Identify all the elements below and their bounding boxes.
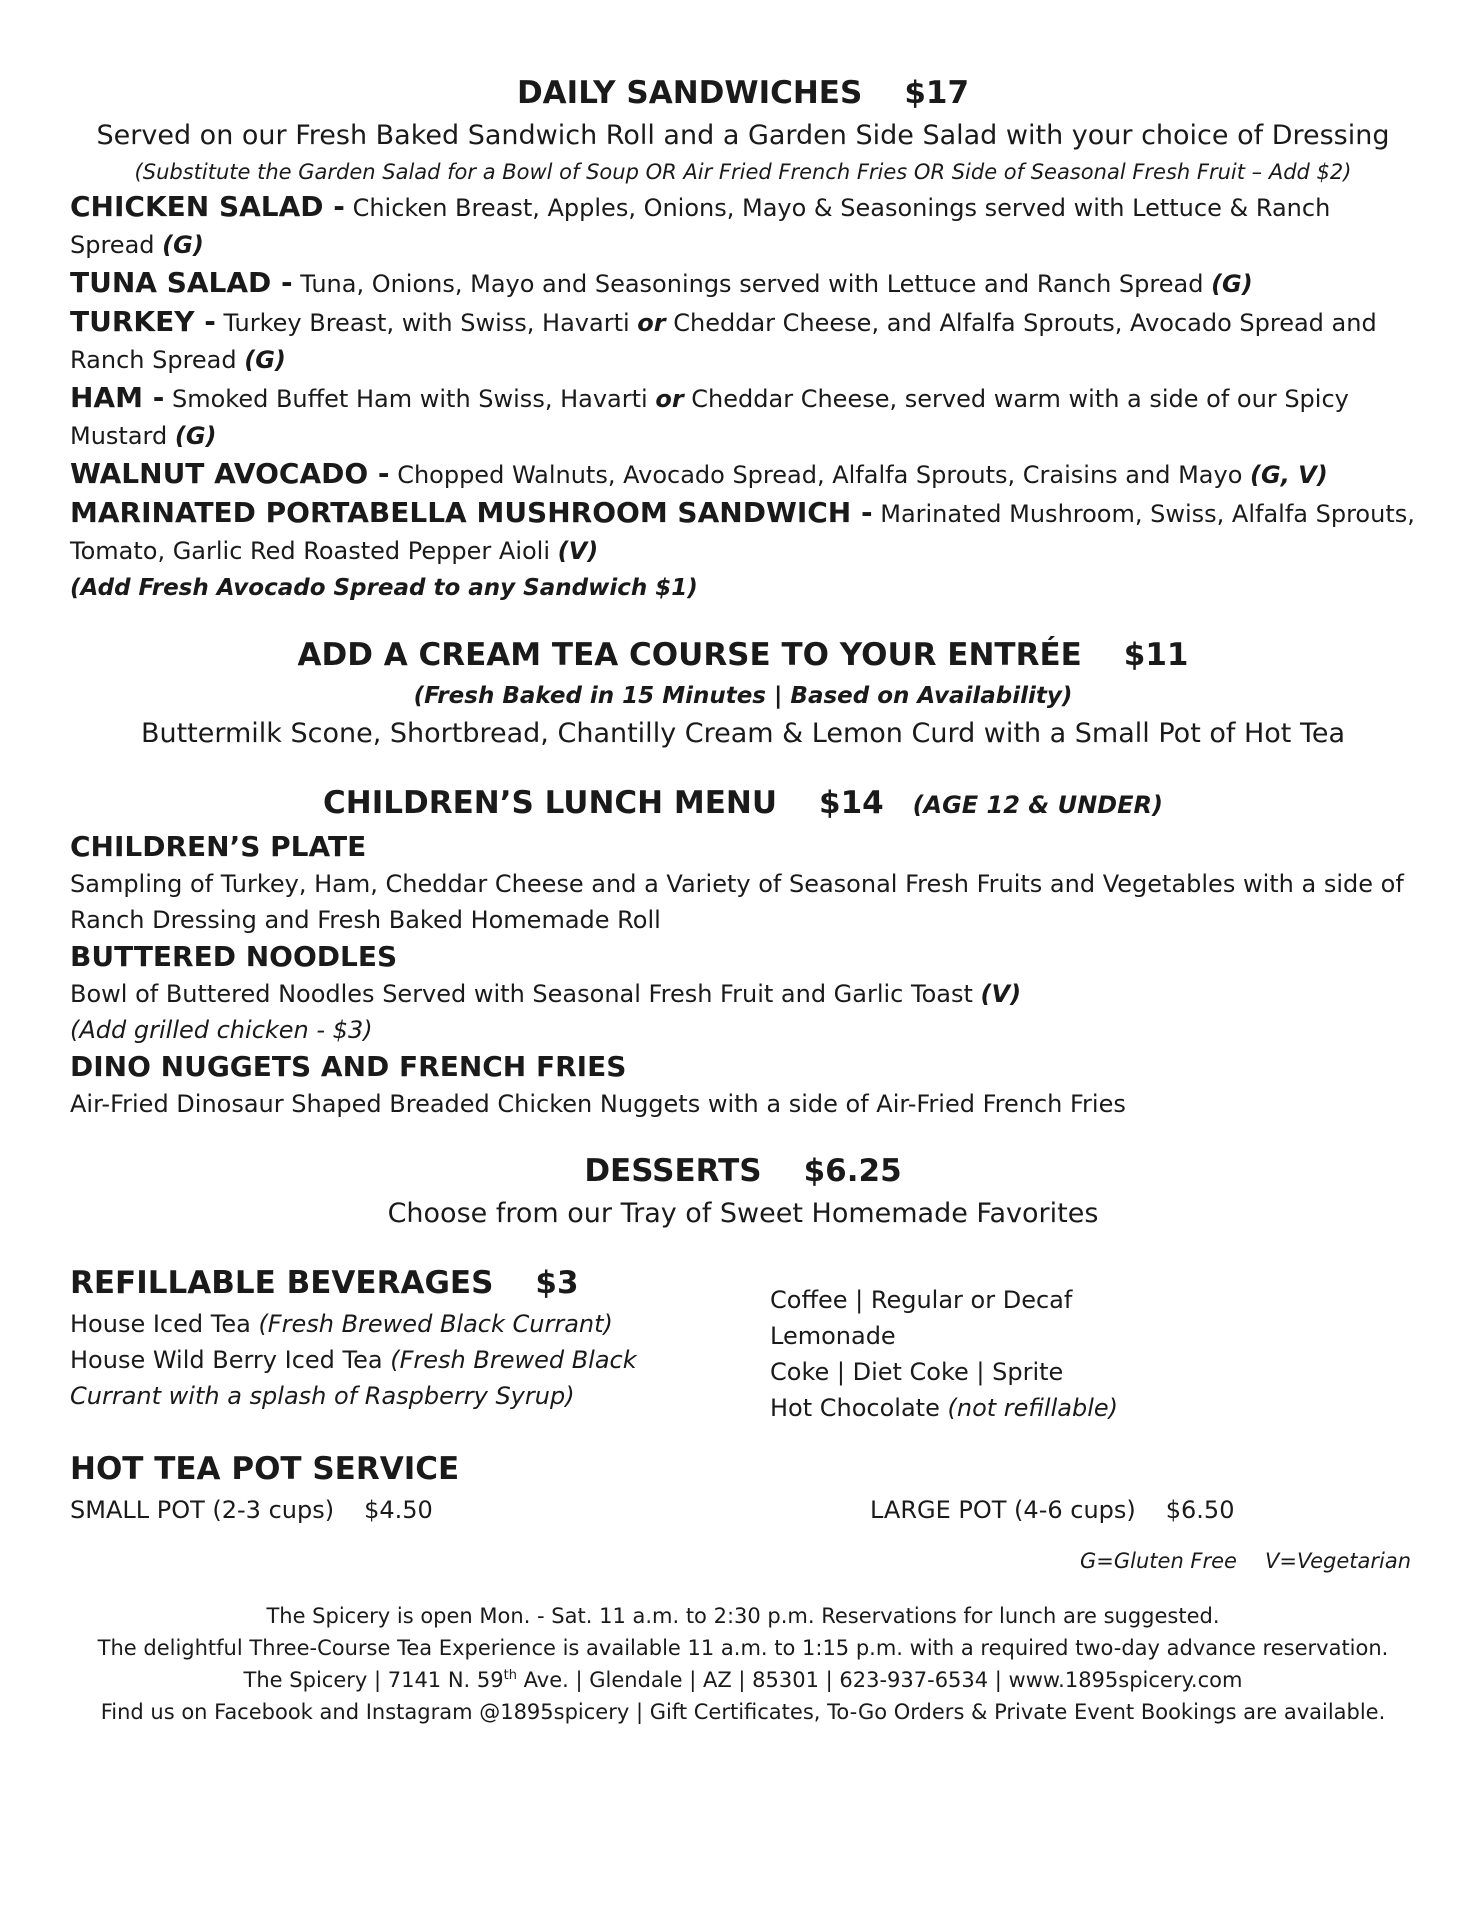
beverage-item (770, 1390, 1410, 1426)
footer-address (70, 1664, 1416, 1696)
children-price: $14 (819, 785, 884, 821)
cream-tea-price: $11 (1123, 637, 1189, 673)
small-pot-price: $4.50 (364, 1496, 433, 1524)
sandwich-item (70, 494, 1416, 570)
sandwich-name: TURKEY - (70, 305, 216, 338)
sandwich-name: CHICKEN SALAD - (70, 190, 345, 223)
large-pot (870, 1492, 1234, 1528)
children-item-tags: (V) (980, 980, 1022, 1008)
sandwich-or: or (655, 385, 684, 413)
menu-page (70, 70, 1416, 1728)
sandwich-desc: Chopped Walnuts, Avocado Spread, Alfalfa Sprouts, Craisins and Mayo (397, 461, 1243, 489)
sandwich-item (70, 303, 1416, 379)
cream-tea-heading (70, 632, 1416, 678)
sandwich-name: WALNUT AVOCADO - (70, 457, 390, 490)
beverage-item (70, 1306, 770, 1342)
sandwiches-heading (70, 70, 1416, 116)
footer (70, 1600, 1416, 1728)
footer-tea-experience: The delightful Three-Course Tea Experience is available 11 a.m. to 1:15 p.m. with a required two-day advance reservation. (97, 1636, 1389, 1660)
sandwich-desc: Chicken Breast, Apples, Onions, Mayo & Seasonings served with Lettuce & Ranch Spread (70, 194, 1331, 259)
sandwich-or: or (637, 309, 666, 337)
beverage-name: House Iced Tea (70, 1310, 251, 1338)
children-title: CHILDREN’S LUNCH MENU (323, 785, 778, 821)
beverages-price: $3 (535, 1265, 579, 1301)
sandwich-item (70, 379, 1416, 455)
sandwich-tags: (G) (1211, 270, 1253, 298)
sandwich-tags: (G) (244, 346, 286, 374)
beverages-title: REFILLABLE BEVERAGES (70, 1265, 494, 1301)
sandwich-desc: Smoked Buffet Ham with Swiss, Havarti (171, 385, 648, 413)
footer-address-start: The Spicery | 7141 N. 59 (243, 1668, 504, 1692)
cream-tea-desc: Buttermilk Scone, Shortbread, Chantilly Cream & Lemon Curd with a Small Pot of Hot Tea (140, 718, 1346, 749)
children-item-name: BUTTERED NOODLES (70, 940, 398, 973)
footer-address-end: Ave. | Glendale | AZ | 85301 | 623-937-6534 | www.1895spicery.com (516, 1668, 1243, 1692)
sandwiches-subtitle: Served on our Fresh Baked Sandwich Roll and a Garden Side Salad with your choice of Dressing (96, 120, 1390, 151)
children-heading (70, 780, 1416, 828)
desserts-heading (70, 1148, 1416, 1194)
large-pot-label: LARGE POT (4-6 cups) (870, 1496, 1136, 1524)
sandwiches-price: $17 (904, 75, 970, 111)
desserts-title: DESSERTS (584, 1153, 762, 1189)
children-item-extra: (Add grilled chicken - $3) (70, 1016, 373, 1044)
footer-social: Find us on Facebook and Instagram @1895spicery | Gift Certificates, To-Go Orders & Private Event Bookings are available. (100, 1700, 1386, 1724)
beverage-note: (Fresh Brewed Black Currant) (258, 1310, 613, 1338)
children-item-desc-line (70, 976, 1416, 1012)
small-pot (70, 1492, 870, 1528)
desserts-price: $6.25 (803, 1153, 902, 1189)
large-pot-price: $6.50 (1165, 1496, 1235, 1524)
sandwich-tags: (G, V) (1250, 461, 1328, 489)
beverage-note: (Fresh Brewed Black Currant with a splash of Raspberry Syrup) (70, 1346, 637, 1410)
sandwich-tags: (G) (162, 231, 204, 259)
children-age-note: (AGE 12 & UNDER) (912, 791, 1163, 819)
sandwich-item (70, 455, 1416, 494)
sandwich-desc: Turkey Breast, with Swiss, Havarti (223, 309, 630, 337)
beverage-name: House Wild Berry Iced Tea (70, 1346, 383, 1374)
beverage-name: Hot Chocolate (770, 1394, 940, 1422)
sandwich-desc-continued: Cheddar Cheese, served warm with a side of our Spicy Mustard (70, 385, 1349, 450)
diet-legend (70, 1544, 1416, 1578)
sandwich-desc-continued: Cheddar Cheese, and Alfalfa Sprouts, Avocado Spread and Ranch Spread (70, 309, 1377, 374)
cream-tea-note: (Fresh Baked in 15 Minutes | Based on Availability) (413, 683, 1073, 709)
children-item-desc: Air-Fried Dinosaur Shaped Breaded Chicken Nuggets with a side of Air-Fried French Fries (70, 1090, 1126, 1118)
children-item-name: DINO NUGGETS AND FRENCH FRIES (70, 1050, 627, 1083)
hot-tea-pots (70, 1492, 1416, 1528)
sandwich-tags: (G) (174, 422, 217, 450)
sandwich-tags: (V) (557, 537, 599, 565)
footer-address-ordinal: th (503, 1668, 517, 1683)
beverage-note: (not refillable) (947, 1394, 1119, 1422)
sandwich-desc: Marinated Mushroom, Swiss, Alfalfa Sprouts, Tomato, Garlic Red Roasted Pepper Aioli (70, 500, 1415, 565)
beverage-item (770, 1282, 1410, 1318)
children-item-name: CHILDREN’S PLATE (70, 830, 367, 863)
beverages-left-column (70, 1306, 770, 1426)
beverage-name: Coffee | Regular or Decaf (770, 1286, 1073, 1314)
beverages-right-column (770, 1276, 1410, 1426)
sandwiches-title: DAILY SANDWICHES (516, 75, 863, 111)
hot-tea-title: HOT TEA POT SERVICE (70, 1451, 460, 1487)
beverage-item (770, 1354, 1410, 1390)
sandwich-name: MARINATED PORTABELLA MUSHROOM SANDWICH - (70, 496, 873, 529)
sandwiches-substitute-note: (Substitute the Garden Salad for a Bowl of Soup OR Air Fried French Fries OR Side of Seasonal Fresh Fruit – Add $2) (134, 160, 1352, 184)
sandwich-name: HAM - (70, 381, 165, 414)
gluten-free-legend: G=Gluten Free (1080, 1549, 1237, 1573)
children-item-desc: Bowl of Buttered Noodles Served with Seasonal Fresh Fruit and Garlic Toast (70, 980, 973, 1008)
small-pot-label: SMALL POT (2-3 cups) (70, 1496, 335, 1524)
avocado-addon-note: (Add Fresh Avocado Spread to any Sandwich $1) (70, 575, 698, 601)
beverage-name: Coke | Diet Coke | Sprite (770, 1358, 1064, 1386)
vegetarian-legend: V=Vegetarian (1264, 1549, 1411, 1573)
beverages-list (70, 1286, 1416, 1426)
beverage-item (770, 1318, 1410, 1354)
beverage-item (70, 1342, 650, 1414)
beverage-name: Lemonade (770, 1322, 896, 1350)
desserts-desc: Choose from our Tray of Sweet Homemade Favorites (387, 1198, 1099, 1229)
sandwich-desc: Tuna, Onions, Mayo and Seasonings served with Lettuce and Ranch Spread (300, 270, 1204, 298)
sandwich-item (70, 264, 1416, 303)
cream-tea-title: ADD A CREAM TEA COURSE TO YOUR ENTRÉE (297, 637, 1082, 673)
sandwich-name: TUNA SALAD - (70, 266, 293, 299)
children-item-desc: Sampling of Turkey, Ham, Cheddar Cheese and a Variety of Seasonal Fresh Fruits and Vegetables with a side of Ranch Dressing and Fresh Baked Homemade Roll (70, 870, 1404, 934)
sandwich-item (70, 188, 1416, 264)
footer-hours: The Spicery is open Mon. - Sat. 11 a.m. to 2:30 p.m. Reservations for lunch are suggested. (266, 1604, 1220, 1628)
